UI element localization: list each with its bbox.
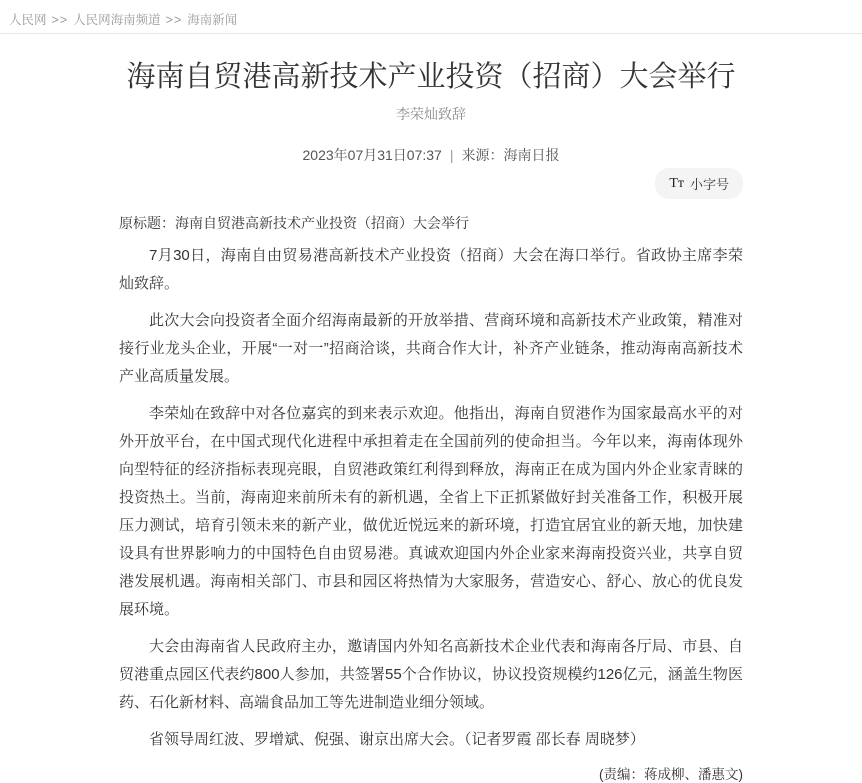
original-title-text: 海南自贸港高新技术产业投资（招商）大会举行 <box>175 215 469 231</box>
source-link[interactable]: 海南日报 <box>503 147 560 163</box>
breadcrumb-link-hainan-news[interactable]: 海南新闻 <box>187 13 238 27</box>
article-toolbar <box>119 168 743 196</box>
article-subtitle: 李荣灿致辞 <box>396 106 466 122</box>
breadcrumb-separator: >> <box>165 13 183 27</box>
font-size-button-label: 小字号 <box>689 177 729 192</box>
original-title <box>119 213 743 233</box>
text-size-icon: Tᴛ <box>669 175 684 191</box>
original-title-label: 原标题： <box>119 215 175 231</box>
page-title: 海南自贸港高新技术产业投资（招商）大会举行 <box>126 61 736 93</box>
article-meta <box>119 145 743 165</box>
article-paragraph-5: 省领导周红波、罗增斌、倪强、谢京出席大会。（记者罗霞 邵长春 周晓梦） <box>149 731 645 748</box>
source-label: 来源： <box>461 147 504 163</box>
font-size-button[interactable] <box>655 168 743 199</box>
breadcrumb-separator: >> <box>51 13 69 27</box>
article-paragraph-2: 此次大会向投资者全面介绍海南最新的开放举措、营商环境和高新技术产业政策，精准对接行业龙头企业，开展“一对一”招商洽谈，共商合作大计，补齐产业链条，推动海南高新技术产业高质量发展。 <box>119 312 743 385</box>
article-paragraph-1: 7月30日，海南自由贸易港高新技术产业投资（招商）大会在海口举行。省政协主席李荣灿致辞。 <box>119 247 743 292</box>
breadcrumb-link-peoples-net[interactable]: 人民网 <box>9 13 47 27</box>
meta-separator: | <box>449 147 454 163</box>
publish-date: 2023年07月31日07:37 <box>302 147 442 163</box>
breadcrumb-link-hainan-channel[interactable]: 人民网海南频道 <box>73 13 161 27</box>
article-paragraph-4: 大会由海南省人民政府主办，邀请国内外知名高新技术企业代表和海南各厅局、市县、自贸港重点园区代表约800人参加，共签署55个合作协议，协议投资规模约126亿元，涵盖生物医药、石化新材料、高端食品加工等先进制造业细分领域。 <box>119 638 743 711</box>
breadcrumb <box>0 0 862 34</box>
article-paragraph-3: 李荣灿在致辞中对各位嘉宾的到来表示欢迎。他指出，海南自贸港作为国家最高水平的对外开放平台，在中国式现代化进程中承担着走在全国前列的使命担当。今年以来，海南体现外向型特征的经济指标表现亮眼，自贸港政策红利得到释放，海南正在成为国内外企业家青睐的投资热土。当前，海南迎来前所未有的新机遇，全省上下正抓紧做好封关准备工作，积极开展压力测试，培育引领未来的新产业，做优近悦远来的新环境，打造宜居宜业的新天地，加快建设具有世界影响力的中国特色自由贸易港。真诚欢迎国内外企业家来海南投资兴业，共享自贸港发展机遇。海南相关部门、市县和园区将热情为大家服务，营造安心、舒心、放心的优良发展环境。 <box>119 405 743 618</box>
editor-note: (责编：蒋成柳、潘惠文) <box>599 767 743 782</box>
article-content <box>119 60 743 783</box>
